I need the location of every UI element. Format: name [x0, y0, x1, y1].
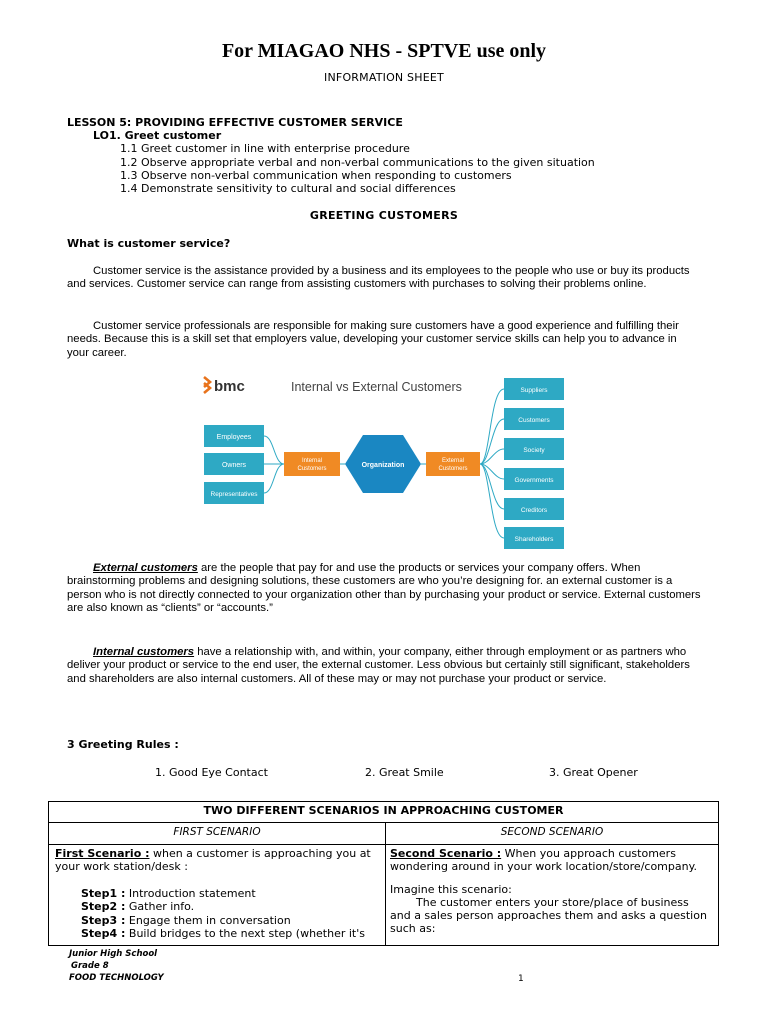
step-item — [81, 927, 365, 940]
objective-item: 1.3 Observe non-verbal communication when responding to customers — [120, 169, 512, 182]
node-creditors-label: Creditors — [520, 507, 548, 514]
internal-label-line1: Internal — [301, 458, 323, 464]
node-internal-customers — [284, 452, 340, 476]
node-employees-label: Employees — [216, 434, 252, 441]
step-label: Step2 : — [81, 900, 126, 913]
imagine-heading: Imagine this scenario: — [390, 883, 512, 896]
objective-item: 1.1 Greet customer in line with enterprise procedure — [120, 142, 410, 155]
internal-term: Internal customers — [93, 646, 195, 658]
external-body: are the people that pay for and use the products or services your company offers. When brainstorming problems and designing solutions, these customers are who you’re designing for. an external customer is a person who is not directly connected to your organization other than by purchasing your product or service. External customers are also known as “clients” or “accounts.” — [67, 562, 701, 614]
second-scenario-label: Second Scenario : — [390, 847, 502, 860]
step-item — [81, 914, 291, 927]
table-divider — [385, 822, 386, 946]
second-scenario-intro — [390, 847, 712, 873]
greeting-rules-heading: 3 Greeting Rules : — [67, 738, 179, 751]
organization-label: Organization — [361, 462, 405, 469]
step-item — [81, 900, 194, 913]
objective-item: 1.4 Demonstrate sensitivity to cultural and social differences — [120, 182, 456, 195]
scenarios-table — [48, 801, 719, 946]
first-scenario-text: when a customer is approaching you at your work station/desk : — [55, 847, 371, 873]
sheet-subtitle: INFORMATION SHEET — [324, 71, 444, 84]
external-term: External customers — [93, 562, 198, 574]
lesson-title: LESSON 5: PROVIDING EFFECTIVE CUSTOMER SERVICE — [67, 116, 403, 129]
node-society-label: Society — [523, 447, 545, 454]
external-label-line2: Customers — [438, 466, 468, 472]
paragraph-definition: Customer service is the assistance provided by a business and its employees to the people who use or buy its products and services. Customer service can range from assisting customers with purchases to solving their problems online. — [67, 265, 690, 291]
section-title: GREETING CUSTOMERS — [309, 209, 459, 222]
first-scenario-intro — [55, 847, 381, 873]
internal-label-line2: Customers — [297, 466, 327, 472]
step-label: Step4 : — [81, 927, 126, 940]
internal-body: have a relationship with, and within, your company, either through employment or as partners who deliver your product or service to the end user, the external customer. Less obvious but certainly still significant, stakeholders and shareholders are also internal customers. All of these may or may not purchase your product or service. — [67, 646, 690, 685]
bmc-logo-text: bmc — [214, 378, 245, 395]
node-governments-label: Governments — [514, 477, 554, 484]
objective-item: 1.2 Observe appropriate verbal and non-verbal communications to the given situation — [120, 156, 595, 169]
footer-grade: Grade 8 — [71, 961, 109, 971]
learning-outcome: LO1. Greet customer — [93, 129, 222, 142]
footer-school: Junior High School — [69, 949, 158, 959]
page-number: 1 — [518, 974, 524, 984]
step-text: Gather info. — [125, 900, 195, 913]
node-representatives-label: Representatives — [210, 491, 258, 498]
customer-diagram-svg — [200, 372, 568, 552]
paragraph-professionals: Customer service professionals are responsible for making sure customers have a good experience and fulfilling their needs. Because this is a skill set that employers value, developing your customer service skills can help you to advance in your career. — [67, 320, 679, 359]
page-title: For MIAGAO NHS - SPTVE use only — [221, 40, 547, 62]
step-text: Introduction statement — [125, 887, 256, 900]
node-suppliers-label: Suppliers — [520, 387, 548, 394]
table-heading: TWO DIFFERENT SCENARIOS IN APPROACHING CUSTOMER — [49, 802, 718, 823]
rule-item: 1. Good Eye Contact — [155, 766, 268, 779]
step-label: Step3 : — [81, 914, 126, 927]
external-label-line1: External — [441, 458, 465, 464]
rule-item: 2. Great Smile — [365, 766, 444, 779]
col-header-first: FIRST SCENARIO — [173, 826, 261, 838]
col-header-second: SECOND SCENARIO — [500, 826, 604, 838]
step-text: Engage them in conversation — [125, 914, 291, 927]
first-scenario-label: First Scenario : — [55, 847, 150, 860]
node-external-customers — [426, 452, 480, 476]
diagram-title: Internal vs External Customers — [291, 380, 462, 394]
node-shareholders-label: Shareholders — [514, 536, 554, 543]
second-scenario-text: When you approach customers wondering around in your work location/store/company. — [390, 847, 698, 873]
bmc-logo — [204, 377, 245, 395]
rule-item: 3. Great Opener — [549, 766, 638, 779]
step-label: Step1 : — [81, 887, 126, 900]
footer-subject: FOOD TECHNOLOGY — [69, 973, 164, 983]
paragraph-external — [67, 562, 701, 615]
paragraph-internal — [67, 646, 701, 686]
step-text: Build bridges to the next step (whether it's — [125, 927, 365, 940]
question-heading: What is customer service? — [67, 237, 231, 250]
step-item — [81, 887, 256, 900]
node-customers-label: Customers — [518, 417, 550, 424]
imagine-body: The customer enters your store/place of business and a sales person approaches them and asks a question such as: — [390, 896, 707, 935]
customer-diagram — [200, 372, 568, 552]
node-owners-label: Owners — [221, 462, 247, 469]
table-column-headers — [49, 822, 718, 845]
